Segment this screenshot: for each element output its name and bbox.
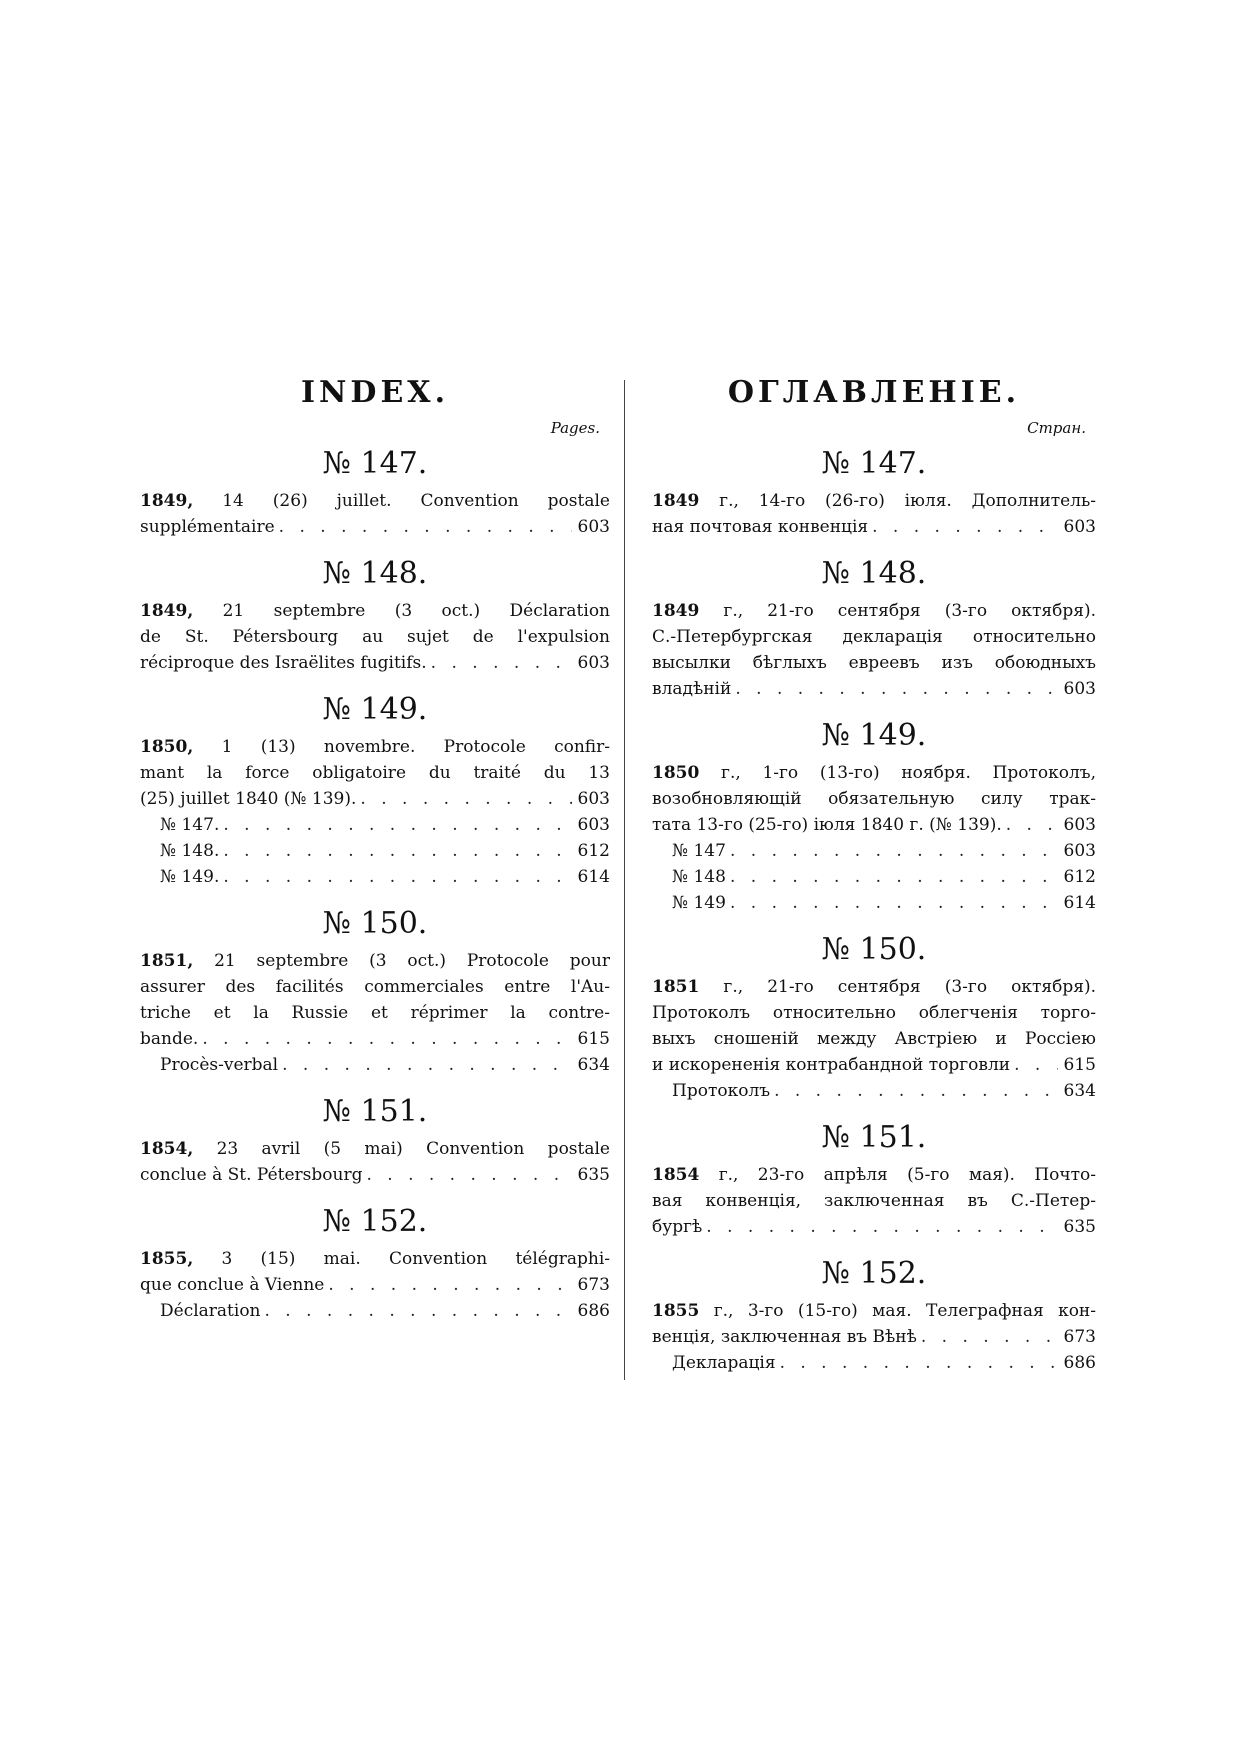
entry-line bbox=[652, 1214, 1096, 1240]
entry-line-text: de St. Pétersbourg au sujet de l'expulsion bbox=[140, 627, 610, 647]
entry-line-text bbox=[652, 1162, 1096, 1188]
sub-entry-label: Протоколъ bbox=[672, 1081, 771, 1101]
entry-number: № 151. bbox=[322, 1094, 428, 1129]
entry-line-content: г., 21-го сентября (3-го октября). bbox=[723, 977, 1096, 997]
sub-entry-line bbox=[652, 864, 1096, 890]
page-number: 615 bbox=[577, 1029, 610, 1049]
page-number: 603 bbox=[1063, 517, 1096, 537]
page-number: 615 bbox=[1063, 1055, 1096, 1075]
entry-line bbox=[652, 974, 1096, 1000]
entry-number: № 151. bbox=[821, 1120, 927, 1155]
sub-entry-label: Procès-verbal bbox=[160, 1055, 279, 1075]
entry-line-text: réciproque des Israëlites fugitifs. bbox=[140, 653, 427, 673]
entry-line-text bbox=[140, 488, 610, 514]
leader-dots bbox=[279, 514, 572, 540]
sub-entry-label: Déclaration bbox=[160, 1301, 261, 1321]
entry-line-content: 1 (13) novembre. Protocole confir- bbox=[221, 737, 610, 757]
entry-line bbox=[140, 514, 610, 540]
leader-dots bbox=[431, 650, 572, 676]
entry-line bbox=[652, 1188, 1096, 1214]
entry-line bbox=[140, 1246, 610, 1272]
page-number: 603 bbox=[1063, 815, 1096, 835]
entry-gap bbox=[652, 1104, 1096, 1114]
entry-year: 1854 bbox=[652, 1165, 700, 1185]
leader-dots bbox=[223, 838, 572, 864]
leader-dots bbox=[328, 1272, 572, 1298]
page-number: 686 bbox=[1063, 1353, 1096, 1373]
sub-entry-label: № 148. bbox=[160, 841, 220, 861]
index-column-french bbox=[140, 370, 610, 1334]
pages-header: Pages. bbox=[550, 419, 600, 437]
sub-entry-label: № 147. bbox=[160, 815, 220, 835]
entry-gap bbox=[140, 890, 610, 900]
entry-line bbox=[140, 948, 610, 974]
entry-line-text: возобновляющій обязательную силу трак- bbox=[652, 789, 1096, 809]
entry-line-text: тата 13-го (25-го) іюля 1840 г. (№ 139). bbox=[652, 815, 1002, 835]
sub-entry-line bbox=[140, 1298, 610, 1324]
sub-entry-line bbox=[652, 890, 1096, 916]
entry-number: № 147. bbox=[821, 446, 927, 481]
entry-line bbox=[140, 1136, 610, 1162]
sub-entry-line bbox=[140, 812, 610, 838]
index-entry bbox=[140, 1088, 610, 1198]
index-entry bbox=[140, 440, 610, 550]
entry-list bbox=[652, 440, 1096, 1386]
page-number: 635 bbox=[1063, 1217, 1096, 1237]
entry-gap bbox=[140, 676, 610, 686]
entry-line-text: que conclue à Vienne bbox=[140, 1275, 325, 1295]
entry-text bbox=[652, 974, 1096, 1104]
sub-entry-line bbox=[652, 1078, 1096, 1104]
entry-line-text: и искорененія контрабандной торговли bbox=[652, 1055, 1011, 1075]
entry-year: 1849, bbox=[140, 491, 194, 511]
entry-line bbox=[140, 650, 610, 676]
entry-line-content: 14 (26) juillet. Convention postale bbox=[222, 491, 610, 511]
entry-line-content: 3 (15) mai. Convention télégraphi- bbox=[221, 1249, 610, 1269]
leader-dots bbox=[360, 786, 572, 812]
index-entry bbox=[652, 1114, 1096, 1250]
leader-dots bbox=[202, 1026, 572, 1052]
page-number: 634 bbox=[1063, 1081, 1096, 1101]
sub-entry-line bbox=[140, 864, 610, 890]
entry-year: 1849 bbox=[652, 491, 700, 511]
entry-line-text: conclue à St. Pétersbourg bbox=[140, 1165, 363, 1185]
entry-line bbox=[140, 786, 610, 812]
entry-number: № 152. bbox=[322, 1204, 428, 1239]
entry-year: 1850 bbox=[652, 763, 700, 783]
entry-line-content: г., 21-го сентября (3-го октября). bbox=[723, 601, 1096, 621]
index-entry bbox=[140, 686, 610, 900]
page-number: 603 bbox=[577, 789, 610, 809]
entry-line-content: г., 1-го (13-го) ноября. Протоколъ, bbox=[721, 763, 1096, 783]
entry-year: 1850, bbox=[140, 737, 194, 757]
entry-number: № 152. bbox=[821, 1256, 927, 1291]
entry-gap bbox=[652, 916, 1096, 926]
column-divider bbox=[624, 380, 625, 1380]
entry-line-text: (25) juillet 1840 (№ 139). bbox=[140, 789, 357, 809]
entry-line-text bbox=[652, 488, 1096, 514]
entry-line-text bbox=[652, 1298, 1096, 1324]
entry-line-text bbox=[140, 1246, 610, 1272]
entry-line bbox=[140, 1000, 610, 1026]
entry-line-text: assurer des facilités commerciales entre l'Au- bbox=[140, 977, 610, 997]
entry-line-text: Протоколъ относительно облегченія торго- bbox=[652, 1003, 1096, 1023]
entry-text bbox=[652, 1162, 1096, 1240]
sub-entry-label: № 149. bbox=[160, 867, 220, 887]
entry-year: 1849, bbox=[140, 601, 194, 621]
pages-header: Стран. bbox=[1027, 419, 1086, 437]
sub-entry-label: № 147 bbox=[672, 841, 726, 861]
leader-dots bbox=[1014, 1052, 1058, 1078]
entry-text bbox=[140, 598, 610, 676]
leader-dots bbox=[730, 890, 1058, 916]
entry-gap bbox=[140, 1188, 610, 1198]
entry-line bbox=[652, 812, 1096, 838]
index-entry bbox=[652, 550, 1096, 712]
index-entry bbox=[140, 900, 610, 1088]
index-column-russian bbox=[652, 370, 1096, 1386]
entry-line-text: bande. bbox=[140, 1029, 199, 1049]
entry-line bbox=[652, 488, 1096, 514]
entry-year: 1854, bbox=[140, 1139, 194, 1159]
entry-text bbox=[140, 948, 610, 1078]
entry-gap bbox=[652, 540, 1096, 550]
page-number: 614 bbox=[1063, 893, 1096, 913]
entry-line bbox=[652, 1324, 1096, 1350]
leader-dots bbox=[223, 812, 572, 838]
sub-entry-line bbox=[140, 838, 610, 864]
entry-line bbox=[652, 598, 1096, 624]
entry-number: № 149. bbox=[821, 718, 927, 753]
entry-text bbox=[652, 488, 1096, 540]
leader-dots bbox=[366, 1162, 572, 1188]
entry-line-text: высылки бѣглыхъ евреевъ изъ обоюдныхъ bbox=[652, 653, 1096, 673]
leader-dots bbox=[223, 864, 572, 890]
entry-text bbox=[140, 1136, 610, 1188]
page-title: INDEX. bbox=[300, 375, 450, 410]
entry-number: № 148. bbox=[821, 556, 927, 591]
entry-line-text bbox=[140, 598, 610, 624]
entry-line bbox=[652, 624, 1096, 650]
page-number: 603 bbox=[577, 517, 610, 537]
entry-line-text: triche et la Russie et réprimer la contre- bbox=[140, 1003, 610, 1023]
entry-line bbox=[652, 1000, 1096, 1026]
entry-number: № 147. bbox=[322, 446, 428, 481]
entry-year: 1851 bbox=[652, 977, 700, 997]
entry-line-text: supplémentaire bbox=[140, 517, 275, 537]
entry-gap bbox=[652, 1376, 1096, 1386]
entry-number: № 148. bbox=[322, 556, 428, 591]
leader-dots bbox=[921, 1324, 1058, 1350]
entry-number: № 150. bbox=[821, 932, 927, 967]
entry-line-text: владѣній bbox=[652, 679, 732, 699]
sub-entry-line bbox=[652, 1350, 1096, 1376]
page-number: 603 bbox=[1063, 841, 1096, 861]
entry-text bbox=[140, 734, 610, 890]
leader-dots bbox=[872, 514, 1058, 540]
entry-year: 1855 bbox=[652, 1301, 700, 1321]
entry-line-text bbox=[652, 598, 1096, 624]
page-number: 686 bbox=[577, 1301, 610, 1321]
page-number: 612 bbox=[1063, 867, 1096, 887]
leader-dots bbox=[265, 1298, 573, 1324]
entry-line-content: 21 septembre (3 oct.) Protocole pour bbox=[214, 951, 610, 971]
sub-entry-label: Декларація bbox=[672, 1353, 776, 1373]
entry-year: 1851, bbox=[140, 951, 194, 971]
entry-text bbox=[140, 488, 610, 540]
entry-line-text: С.-Петербургская декларація относительно bbox=[652, 627, 1096, 647]
entry-line-text: бургѣ bbox=[652, 1217, 703, 1237]
entry-line bbox=[652, 1162, 1096, 1188]
entry-line-content: 21 septembre (3 oct.) Déclaration bbox=[222, 601, 610, 621]
leader-dots bbox=[282, 1052, 572, 1078]
entry-line bbox=[140, 760, 610, 786]
entry-line bbox=[140, 488, 610, 514]
page-title: ОГЛАВЛЕНІЕ. bbox=[727, 375, 1021, 410]
entry-line-content: г., 14-го (26-го) іюля. Дополнитель- bbox=[719, 491, 1096, 511]
entry-line bbox=[652, 514, 1096, 540]
entry-line-text: mant la force obligatoire du traité du 13 bbox=[140, 763, 610, 783]
entry-line-text bbox=[140, 948, 610, 974]
entry-year: 1855, bbox=[140, 1249, 194, 1269]
entry-line-text bbox=[652, 760, 1096, 786]
entry-text bbox=[652, 1298, 1096, 1376]
page-number: 635 bbox=[577, 1165, 610, 1185]
entry-line bbox=[140, 1272, 610, 1298]
entry-line-text bbox=[140, 1136, 610, 1162]
entry-line-content: 23 avril (5 mai) Convention postale bbox=[216, 1139, 610, 1159]
index-entry bbox=[652, 926, 1096, 1114]
entry-line-text bbox=[652, 974, 1096, 1000]
page-number: 603 bbox=[1063, 679, 1096, 699]
entry-number: № 149. bbox=[322, 692, 428, 727]
leader-dots bbox=[780, 1350, 1058, 1376]
entry-line bbox=[140, 974, 610, 1000]
entry-line-text: выхъ сношеній между Австріею и Россіею bbox=[652, 1029, 1096, 1049]
leader-dots bbox=[774, 1078, 1058, 1104]
entry-gap bbox=[652, 1240, 1096, 1250]
entry-line bbox=[140, 624, 610, 650]
entry-line bbox=[652, 676, 1096, 702]
entry-line-text: вая конвенція, заключенная въ С.-Петер- bbox=[652, 1191, 1096, 1211]
entry-number: № 150. bbox=[322, 906, 428, 941]
entry-line bbox=[652, 1026, 1096, 1052]
entry-line bbox=[140, 1162, 610, 1188]
sub-entry-line bbox=[652, 838, 1096, 864]
index-entry bbox=[652, 440, 1096, 550]
entry-gap bbox=[652, 702, 1096, 712]
entry-line bbox=[652, 1298, 1096, 1324]
entry-line-content: г., 23-го апрѣля (5-го мая). Почто- bbox=[718, 1165, 1096, 1185]
index-entry bbox=[652, 712, 1096, 926]
sub-entry-label: № 149 bbox=[672, 893, 726, 913]
page-number: 603 bbox=[577, 815, 610, 835]
page-number: 614 bbox=[577, 867, 610, 887]
entry-line-text: венція, заключенная въ Вѣнѣ bbox=[652, 1327, 917, 1347]
leader-dots bbox=[730, 864, 1058, 890]
entry-text bbox=[652, 760, 1096, 916]
page-number: 673 bbox=[577, 1275, 610, 1295]
sub-entry-line bbox=[140, 1052, 610, 1078]
entry-line-text: ная почтовая конвенція bbox=[652, 517, 869, 537]
entry-line bbox=[652, 786, 1096, 812]
sub-entry-label: № 148 bbox=[672, 867, 726, 887]
leader-dots bbox=[706, 1214, 1058, 1240]
entry-line-text bbox=[140, 734, 610, 760]
page-number: 673 bbox=[1063, 1327, 1096, 1347]
entry-gap bbox=[140, 1324, 610, 1334]
entry-line bbox=[140, 598, 610, 624]
entry-gap bbox=[140, 1078, 610, 1088]
index-entry bbox=[652, 1250, 1096, 1386]
entry-list bbox=[140, 440, 610, 1334]
entry-text bbox=[140, 1246, 610, 1324]
page-number: 634 bbox=[577, 1055, 610, 1075]
page-number: 612 bbox=[577, 841, 610, 861]
entry-line bbox=[652, 650, 1096, 676]
leader-dots bbox=[1006, 812, 1058, 838]
entry-line bbox=[652, 1052, 1096, 1078]
entry-line-content: г., 3-го (15-го) мая. Телеграфная кон- bbox=[713, 1301, 1096, 1321]
entry-year: 1849 bbox=[652, 601, 700, 621]
leader-dots bbox=[730, 838, 1058, 864]
index-entry bbox=[140, 550, 610, 686]
index-entry bbox=[140, 1198, 610, 1334]
page-number: 603 bbox=[577, 653, 610, 673]
entry-line bbox=[652, 760, 1096, 786]
entry-line bbox=[140, 734, 610, 760]
entry-gap bbox=[140, 540, 610, 550]
leader-dots bbox=[735, 676, 1058, 702]
entry-line bbox=[140, 1026, 610, 1052]
entry-text bbox=[652, 598, 1096, 702]
